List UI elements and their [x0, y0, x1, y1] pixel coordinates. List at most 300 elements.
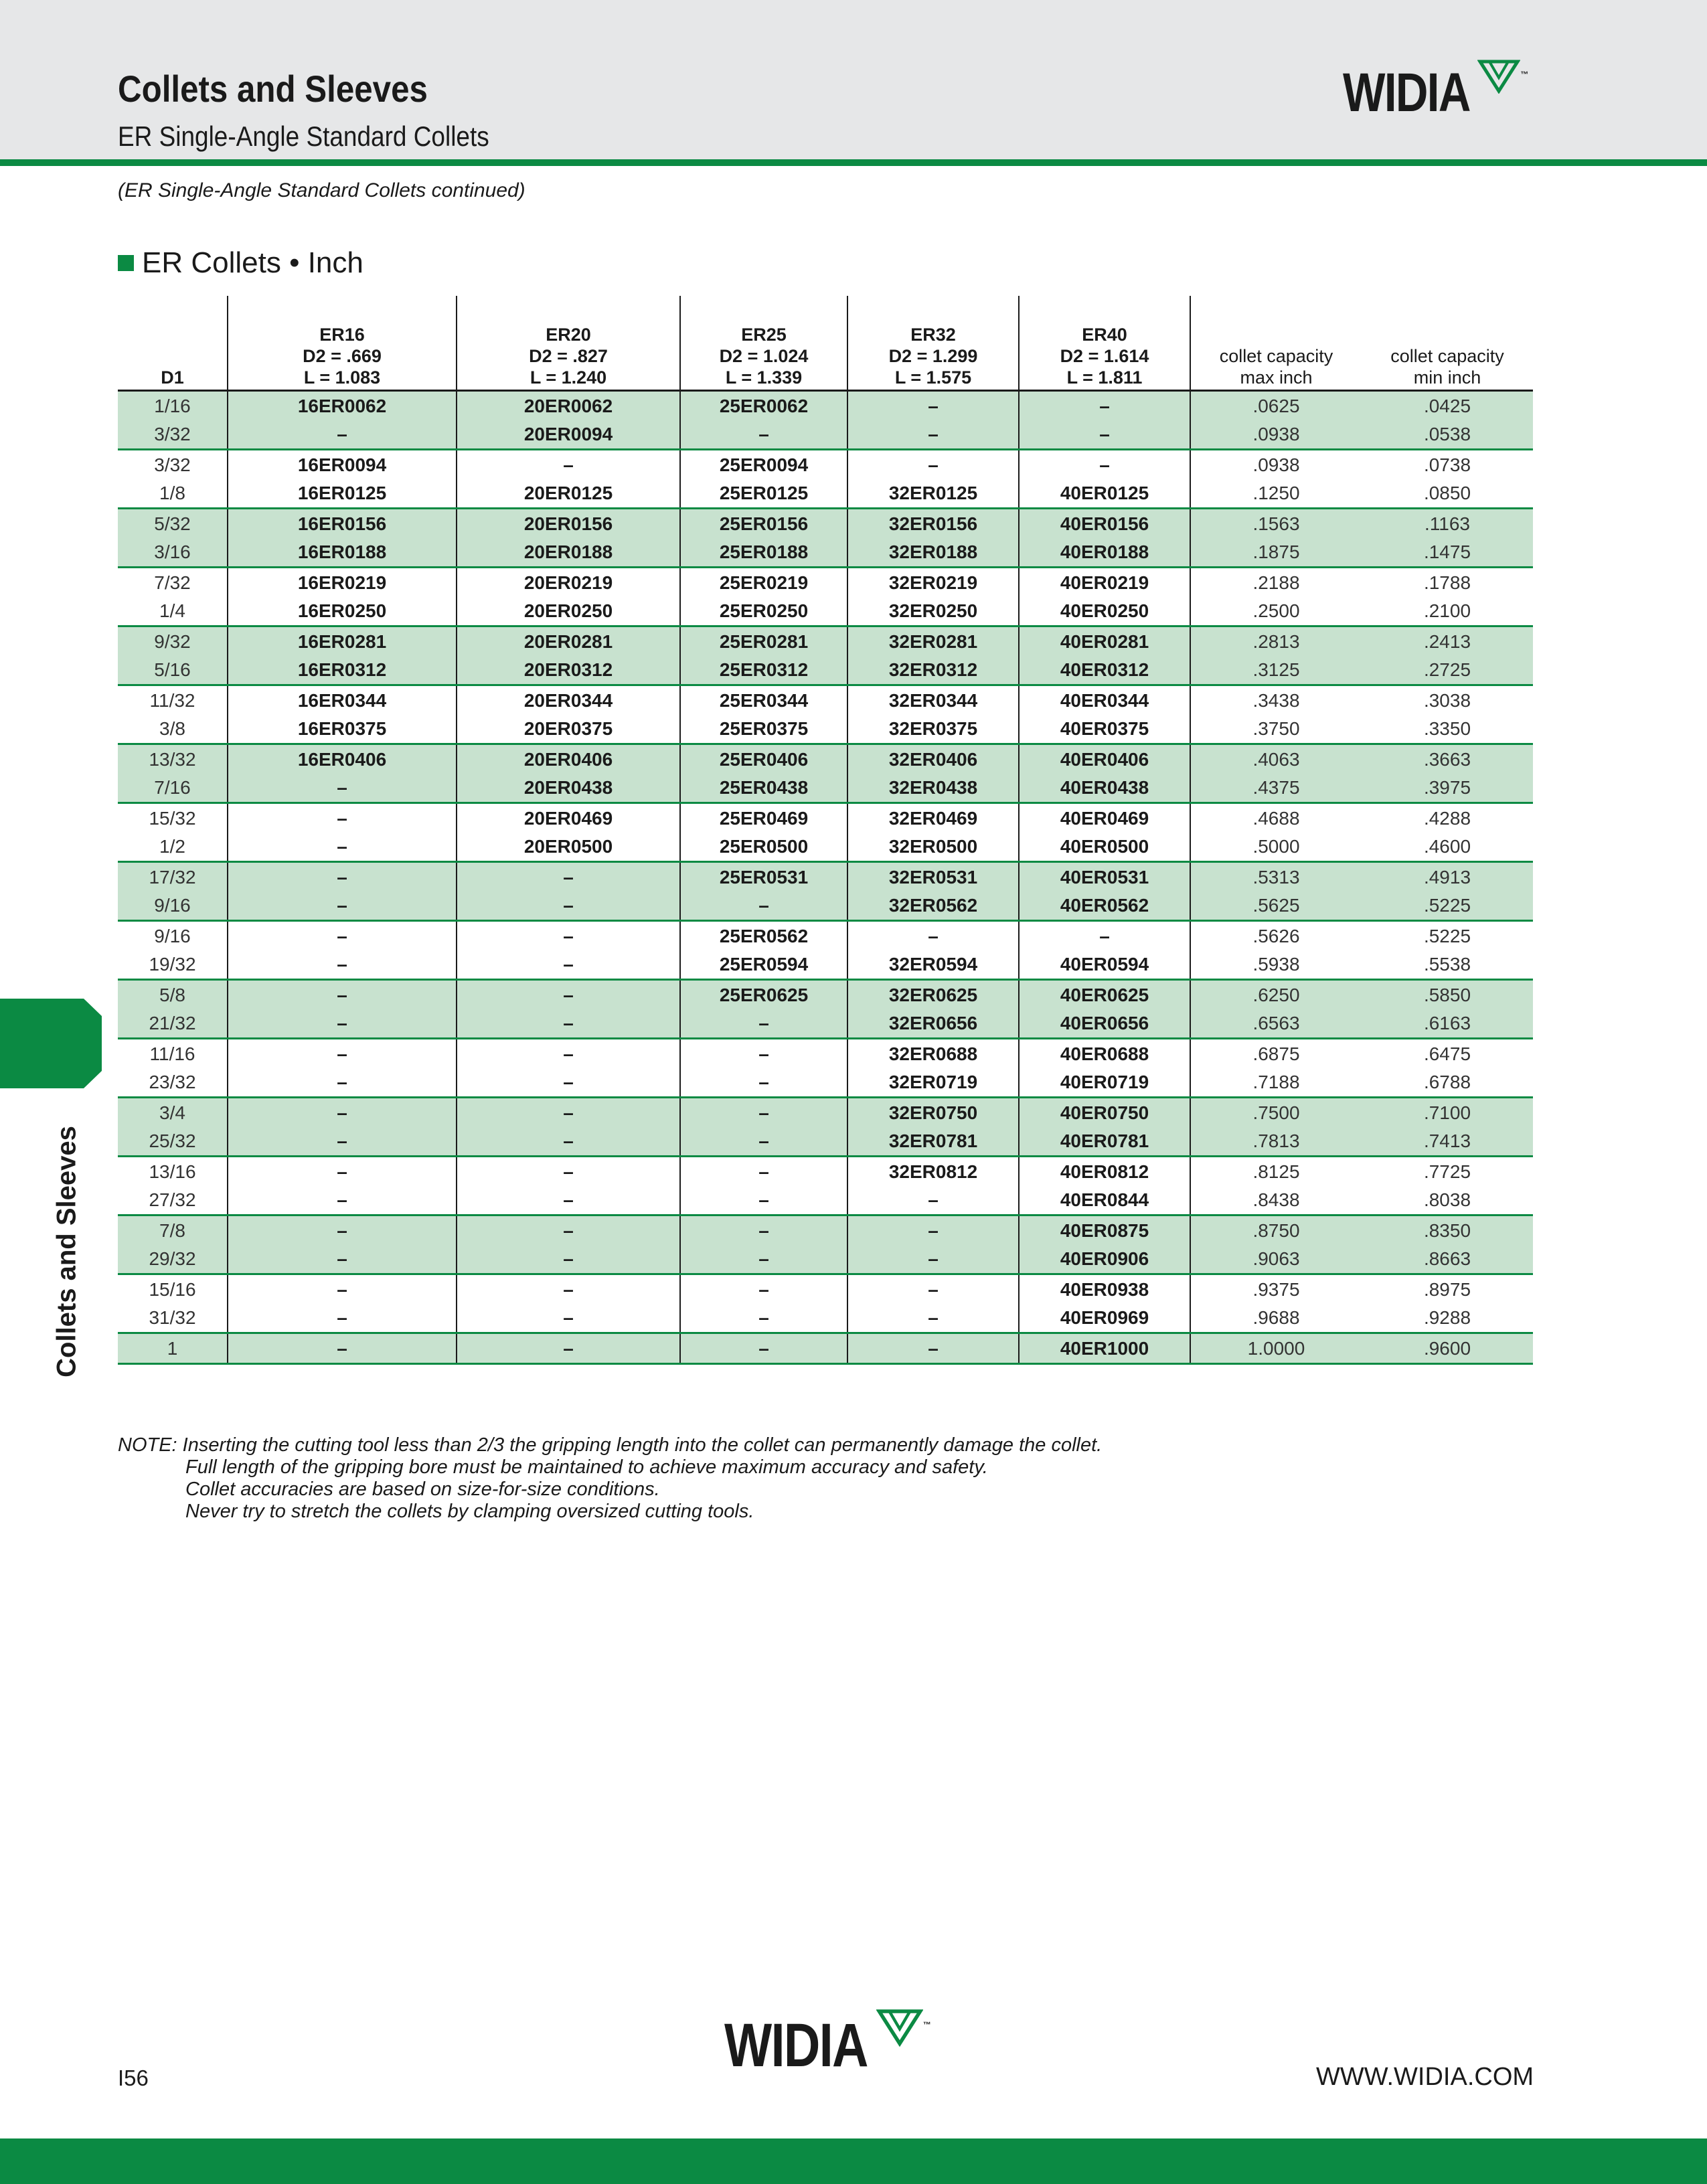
- table-cell: 1/2: [159, 836, 185, 857]
- table-cell: –: [680, 1186, 847, 1215]
- table-cell: .0538: [1362, 420, 1533, 450]
- table-cell: –: [228, 833, 457, 862]
- column-header: [118, 296, 228, 391]
- table-cell: 32ER0125: [847, 479, 1019, 509]
- table-cell: 25ER0562: [680, 921, 847, 951]
- table-cell: 40ER0875: [1019, 1215, 1190, 1246]
- table-cell: 7/8: [118, 1215, 228, 1246]
- table-cell: 40ER0188: [1019, 538, 1190, 568]
- table-cell: .2500: [1190, 597, 1362, 626]
- table-cell: 13/16: [149, 1161, 196, 1182]
- table-cell: 16ER0188: [228, 538, 457, 568]
- table-cell: 32ER0469: [847, 803, 1019, 833]
- table-cell: 25ER0594: [680, 950, 847, 980]
- table-cell: 5/8: [118, 980, 228, 1010]
- table-cell: 32ER0812: [847, 1157, 1019, 1187]
- logo-trademark: ™: [922, 2020, 931, 2029]
- column-header-line: collet capacity: [1219, 346, 1333, 366]
- table-cell: –: [1019, 391, 1190, 421]
- table-cell: –: [457, 1186, 680, 1215]
- column-header-line: D2 = 1.024: [719, 346, 809, 366]
- table-cell: 40ER0906: [1019, 1245, 1190, 1274]
- table-row: [118, 950, 1533, 980]
- table-cell: 20ER0406: [457, 744, 680, 774]
- column-header-line: max inch: [1240, 367, 1313, 388]
- table-cell: –: [847, 1274, 1019, 1305]
- column-header: [680, 296, 847, 391]
- note-line: Full length of the gripping bore must be maintained to achieve maximum accuracy and safety.: [185, 1456, 988, 1478]
- table-cell: 16ER0281: [228, 626, 457, 657]
- note-line: NOTE: Inserting the cutting tool less than 2/3 the gripping length into the collet can permanently damage the collet.: [118, 1434, 1103, 1456]
- table-row: [118, 774, 1533, 803]
- table-cell: 32ER0656: [847, 1009, 1019, 1039]
- table-row: [118, 1009, 1533, 1039]
- table-cell: –: [228, 892, 457, 921]
- table-cell: .6563: [1190, 1009, 1362, 1039]
- table-cell: 25ER0250: [680, 597, 847, 626]
- table-cell: .5225: [1423, 926, 1471, 946]
- table-cell: .1563: [1190, 509, 1362, 539]
- section-title: [118, 246, 363, 280]
- table-cell: –: [228, 1304, 457, 1333]
- table-row: [118, 656, 1533, 685]
- table-cell: .7188: [1190, 1068, 1362, 1098]
- table-cell: –: [847, 450, 1019, 480]
- table-cell: –: [228, 1245, 457, 1274]
- table-cell: .1788: [1423, 572, 1471, 593]
- table-cell: –: [228, 921, 457, 951]
- table-cell: .3350: [1423, 718, 1471, 739]
- table-cell: 40ER0625: [1019, 980, 1190, 1010]
- table-cell: 5/32: [118, 509, 228, 539]
- table-cell: –: [228, 420, 457, 450]
- table-cell: –: [228, 950, 457, 980]
- table-cell: 1: [118, 1333, 228, 1364]
- table-cell: –: [847, 1245, 1019, 1274]
- website-url: WWW.WIDIA.COM: [1316, 2063, 1534, 2091]
- table-cell: 40ER0156: [1019, 509, 1190, 539]
- table-cell: –: [1019, 450, 1190, 480]
- table-cell: 40ER1000: [1019, 1333, 1190, 1364]
- column-header: [228, 296, 457, 391]
- table-row: [118, 1098, 1533, 1128]
- table-cell: 32ER0562: [847, 892, 1019, 921]
- table-cell: .8975: [1423, 1279, 1471, 1300]
- row-group: [118, 568, 1533, 626]
- table-cell: .8663: [1362, 1245, 1533, 1274]
- table-cell: 16ER0156: [228, 509, 457, 539]
- table-cell: –: [680, 1127, 847, 1157]
- table-cell: .2188: [1190, 568, 1362, 598]
- table-cell: 15/32: [149, 808, 196, 829]
- table-cell: –: [457, 862, 680, 892]
- table-cell: .6163: [1362, 1009, 1533, 1039]
- table-cell: 20ER0375: [457, 715, 680, 744]
- table-cell: 40ER0781: [1019, 1127, 1190, 1157]
- table-cell: .9688: [1190, 1304, 1362, 1333]
- table-cell: 40ER0719: [1019, 1068, 1190, 1098]
- table-cell: 25ER0500: [680, 833, 847, 862]
- row-group: [118, 1274, 1533, 1333]
- row-group: [118, 1333, 1533, 1364]
- row-group: [118, 450, 1533, 509]
- table-cell: .0425: [1362, 391, 1533, 421]
- table-row: [118, 1039, 1533, 1069]
- table-cell: 20ER0062: [457, 391, 680, 421]
- table-cell: 40ER0312: [1019, 656, 1190, 685]
- logo-trademark: ™: [1520, 70, 1529, 79]
- table-row: [118, 921, 1533, 951]
- table-cell: 40ER0250: [1019, 597, 1190, 626]
- table-cell: 25ER0531: [680, 862, 847, 892]
- green-square-icon: [118, 255, 134, 271]
- table-cell: .0938: [1190, 420, 1362, 450]
- side-tab: [0, 999, 102, 1088]
- table-cell: .0625: [1190, 391, 1362, 421]
- table-cell: .9063: [1190, 1245, 1362, 1274]
- widia-triangles-icon: [876, 2007, 923, 2047]
- table-row: [118, 1274, 1533, 1305]
- table-cell: 25ER0281: [680, 626, 847, 657]
- table-cell: –: [457, 1157, 680, 1187]
- table-cell: .7413: [1362, 1127, 1533, 1157]
- table-cell: 16ER0344: [228, 685, 457, 716]
- column-header: [1190, 296, 1362, 391]
- table-cell: –: [1019, 921, 1190, 951]
- table-cell: –: [457, 921, 680, 951]
- table-cell: 16ER0062: [228, 391, 457, 421]
- table-cell: 20ER0156: [457, 509, 680, 539]
- table-cell: 25ER0406: [680, 744, 847, 774]
- table-cell: .5538: [1423, 954, 1471, 975]
- table-row: [118, 509, 1533, 539]
- table-row: [118, 1215, 1533, 1246]
- table-cell: –: [1019, 420, 1190, 450]
- table-cell: .9600: [1362, 1333, 1533, 1364]
- table-cell: –: [680, 1215, 847, 1246]
- table-cell: 16ER0312: [228, 656, 457, 685]
- table-row: [118, 1127, 1533, 1157]
- table-cell: 32ER0156: [847, 509, 1019, 539]
- table-cell: .5625: [1190, 892, 1362, 921]
- section-title-text: ER Collets • Inch: [142, 246, 363, 279]
- table-cell: 20ER0469: [457, 803, 680, 833]
- table-cell: 3/32: [154, 454, 191, 475]
- table-cell: 7/32: [154, 572, 191, 593]
- table-cell: 40ER0125: [1019, 479, 1190, 509]
- table-row: [118, 538, 1533, 568]
- table-cell: –: [680, 1245, 847, 1274]
- table-cell: 16ER0250: [228, 597, 457, 626]
- table-cell: 3/8: [159, 718, 185, 739]
- table-cell: 40ER0531: [1019, 862, 1190, 892]
- table-cell: 32ER0281: [847, 626, 1019, 657]
- table-cell: 3/16: [118, 538, 228, 568]
- table-cell: –: [680, 1098, 847, 1128]
- table-cell: 20ER0125: [457, 479, 680, 509]
- table-cell: –: [680, 892, 847, 921]
- table-cell: –: [228, 774, 457, 803]
- table-cell: –: [228, 1215, 457, 1246]
- table-row: [118, 685, 1533, 716]
- table-cell: –: [457, 1274, 680, 1305]
- table-cell: .8350: [1362, 1215, 1533, 1246]
- table-cell: –: [680, 1157, 847, 1187]
- table-cell: 32ER0688: [847, 1039, 1019, 1069]
- table-cell: –: [457, 1039, 680, 1069]
- table-cell: .9375: [1190, 1274, 1362, 1305]
- table-row: [118, 420, 1533, 450]
- table-cell: –: [457, 1215, 680, 1246]
- page-number: I56: [118, 2066, 149, 2090]
- table-cell: –: [457, 450, 680, 480]
- table-row: [118, 568, 1533, 598]
- table-cell: 3/32: [118, 420, 228, 450]
- table-cell: 25ER0062: [680, 391, 847, 421]
- table-cell: –: [457, 1304, 680, 1333]
- table-cell: –: [457, 1333, 680, 1364]
- column-header: [847, 296, 1019, 391]
- table-cell: 40ER0750: [1019, 1098, 1190, 1128]
- table-cell: .2413: [1362, 626, 1533, 657]
- table-cell: .0938: [1190, 450, 1362, 480]
- table-cell: –: [847, 1304, 1019, 1333]
- table-cell: .1250: [1190, 479, 1362, 509]
- row-group: [118, 803, 1533, 862]
- table-cell: .4375: [1190, 774, 1362, 803]
- column-header-line: ER16: [319, 325, 365, 345]
- table-cell: 16ER0406: [228, 744, 457, 774]
- row-group: [118, 980, 1533, 1039]
- table-cell: 20ER0438: [457, 774, 680, 803]
- table-cell: .5850: [1362, 980, 1533, 1010]
- table-cell: 16ER0219: [228, 568, 457, 598]
- table-cell: .6250: [1190, 980, 1362, 1010]
- table-cell: 40ER0375: [1019, 715, 1190, 744]
- column-header-line: D2 = 1.299: [888, 346, 978, 366]
- table-cell: .5626: [1190, 921, 1362, 951]
- table-cell: –: [847, 1333, 1019, 1364]
- table-cell: 32ER0781: [847, 1127, 1019, 1157]
- row-group: [118, 1098, 1533, 1157]
- table-cell: .4600: [1423, 836, 1471, 857]
- table-cell: .0738: [1423, 454, 1471, 475]
- table-cell: 9/32: [118, 626, 228, 657]
- table-cell: 9/16: [154, 926, 191, 946]
- column-header: [1019, 296, 1190, 391]
- table-cell: 16ER0375: [228, 715, 457, 744]
- table-cell: 40ER0812: [1019, 1157, 1190, 1187]
- footer-logo: [724, 2011, 931, 2081]
- table-cell: .5313: [1190, 862, 1362, 892]
- table-cell: 32ER0750: [847, 1098, 1019, 1128]
- table-cell: –: [228, 1009, 457, 1039]
- table-cell: 32ER0219: [847, 568, 1019, 598]
- table-cell: –: [680, 1274, 847, 1305]
- table-cell: –: [228, 1186, 457, 1215]
- table-cell: 7/16: [118, 774, 228, 803]
- side-tab-label: Collets and Sleeves: [52, 1126, 82, 1377]
- table-row: [118, 1186, 1533, 1215]
- table-cell: .7813: [1190, 1127, 1362, 1157]
- table-cell: .3438: [1190, 685, 1362, 716]
- table-cell: .3975: [1362, 774, 1533, 803]
- table-cell: 17/32: [118, 862, 228, 892]
- table-cell: –: [847, 420, 1019, 450]
- table-cell: –: [457, 980, 680, 1010]
- table-cell: –: [680, 1009, 847, 1039]
- table-cell: 25ER0156: [680, 509, 847, 539]
- table-cell: 32ER0500: [847, 833, 1019, 862]
- column-header-line: D2 = 1.614: [1060, 346, 1149, 366]
- table-row: [118, 892, 1533, 921]
- table-cell: .4288: [1423, 808, 1471, 829]
- table-cell: .6875: [1190, 1039, 1362, 1069]
- er-collets-table: [118, 296, 1533, 1365]
- table-cell: –: [457, 1009, 680, 1039]
- table-cell: .2100: [1423, 600, 1471, 621]
- column-header-line: ER32: [910, 325, 956, 345]
- table-row: [118, 479, 1533, 509]
- header-logo: [1343, 62, 1528, 124]
- table-cell: 32ER0250: [847, 597, 1019, 626]
- column-header-line: ER20: [546, 325, 591, 345]
- table-row: [118, 1333, 1533, 1364]
- table-cell: 23/32: [149, 1072, 196, 1092]
- table-cell: 20ER0188: [457, 538, 680, 568]
- note-line: Collet accuracies are based on size-for-size conditions.: [185, 1479, 660, 1500]
- column-header-line: ER40: [1082, 325, 1127, 345]
- row-group: [118, 1215, 1533, 1274]
- row-group: [118, 626, 1533, 685]
- table-cell: .5938: [1190, 950, 1362, 980]
- table-cell: .3750: [1190, 715, 1362, 744]
- table-row: [118, 1245, 1533, 1274]
- table-cell: .4913: [1362, 862, 1533, 892]
- column-header-line: min inch: [1413, 367, 1481, 388]
- table-cell: 5/16: [118, 656, 228, 685]
- table-cell: 25ER0094: [680, 450, 847, 480]
- table-row: [118, 450, 1533, 480]
- row-group: [118, 921, 1533, 980]
- row-group: [118, 1157, 1533, 1215]
- page-title: Collets and Sleeves: [118, 68, 428, 110]
- widia-triangles-icon: [1477, 58, 1520, 94]
- table-cell: .1163: [1362, 509, 1533, 539]
- table-cell: –: [228, 980, 457, 1010]
- table-cell: .2813: [1190, 626, 1362, 657]
- table-cell: –: [680, 420, 847, 450]
- table-cell: –: [228, 1068, 457, 1098]
- table-row: [118, 833, 1533, 862]
- table-cell: 40ER0406: [1019, 744, 1190, 774]
- table-cell: –: [228, 1098, 457, 1128]
- table-cell: 32ER0719: [847, 1068, 1019, 1098]
- table-cell: 32ER0375: [847, 715, 1019, 744]
- table-cell: –: [847, 391, 1019, 421]
- table-row: [118, 803, 1533, 833]
- table-cell: 20ER0312: [457, 656, 680, 685]
- column-header-line: D2 = .669: [303, 346, 382, 366]
- table-cell: 25ER0344: [680, 685, 847, 716]
- table-cell: 40ER0219: [1019, 568, 1190, 598]
- table-cell: 25/32: [118, 1127, 228, 1157]
- logo-wordmark: WIDIA: [724, 2011, 868, 2080]
- table-cell: –: [457, 950, 680, 980]
- table-cell: 32ER0344: [847, 685, 1019, 716]
- table-cell: –: [457, 1245, 680, 1274]
- page-subtitle: ER Single-Angle Standard Collets: [118, 120, 489, 152]
- table-cell: 25ER0375: [680, 715, 847, 744]
- column-header-line: D1: [161, 367, 184, 388]
- table-cell: 9/16: [118, 892, 228, 921]
- table-cell: 40ER0844: [1019, 1186, 1190, 1215]
- table-cell: 11/32: [149, 690, 195, 711]
- table-cell: 16ER0094: [228, 450, 457, 480]
- table-cell: 40ER0344: [1019, 685, 1190, 716]
- table-cell: 15/16: [149, 1279, 196, 1300]
- table-header-row: [118, 296, 1533, 391]
- table-row: [118, 980, 1533, 1010]
- table-cell: .5000: [1190, 833, 1362, 862]
- table-row: [118, 744, 1533, 774]
- table-row: [118, 1157, 1533, 1187]
- table-cell: .0850: [1423, 483, 1471, 503]
- table-cell: 40ER0938: [1019, 1274, 1190, 1305]
- row-group: [118, 1039, 1533, 1098]
- table-cell: .1475: [1362, 538, 1533, 568]
- table-cell: 32ER0438: [847, 774, 1019, 803]
- table-cell: .3125: [1190, 656, 1362, 685]
- table-cell: .8125: [1190, 1157, 1362, 1187]
- table-cell: 20ER0250: [457, 597, 680, 626]
- table-cell: .1875: [1190, 538, 1362, 568]
- table-cell: 25ER0469: [680, 803, 847, 833]
- row-group: [118, 391, 1533, 450]
- table-cell: 32ER0531: [847, 862, 1019, 892]
- table-cell: .4063: [1190, 744, 1362, 774]
- table-cell: –: [228, 1157, 457, 1187]
- table-cell: 19/32: [149, 954, 196, 975]
- table-cell: .5225: [1362, 892, 1533, 921]
- table-cell: 27/32: [149, 1189, 196, 1210]
- table-cell: 21/32: [118, 1009, 228, 1039]
- table-cell: 32ER0188: [847, 538, 1019, 568]
- table-cell: –: [228, 1127, 457, 1157]
- column-header-line: L = 1.811: [1066, 367, 1143, 388]
- table-cell: 31/32: [149, 1307, 196, 1328]
- table-row: [118, 626, 1533, 657]
- row-group: [118, 509, 1533, 568]
- table-cell: 1/4: [159, 600, 185, 621]
- table-cell: –: [228, 862, 457, 892]
- table-cell: 32ER0312: [847, 656, 1019, 685]
- table-cell: .8750: [1190, 1215, 1362, 1246]
- table-row: [118, 862, 1533, 892]
- table-cell: 20ER0281: [457, 626, 680, 657]
- column-header-line: D2 = .827: [529, 346, 608, 366]
- column-header-line: collet capacity: [1390, 346, 1504, 366]
- note-line: Never try to stretch the collets by clamping oversized cutting tools.: [185, 1501, 754, 1522]
- table-cell: 1/8: [159, 483, 185, 503]
- column-header-line: L = 1.240: [530, 367, 607, 388]
- table-cell: –: [457, 892, 680, 921]
- header-rule: [0, 159, 1707, 166]
- table-cell: .7500: [1190, 1098, 1362, 1128]
- table-cell: 25ER0312: [680, 656, 847, 685]
- table-cell: 40ER0969: [1019, 1304, 1190, 1333]
- column-header: [457, 296, 680, 391]
